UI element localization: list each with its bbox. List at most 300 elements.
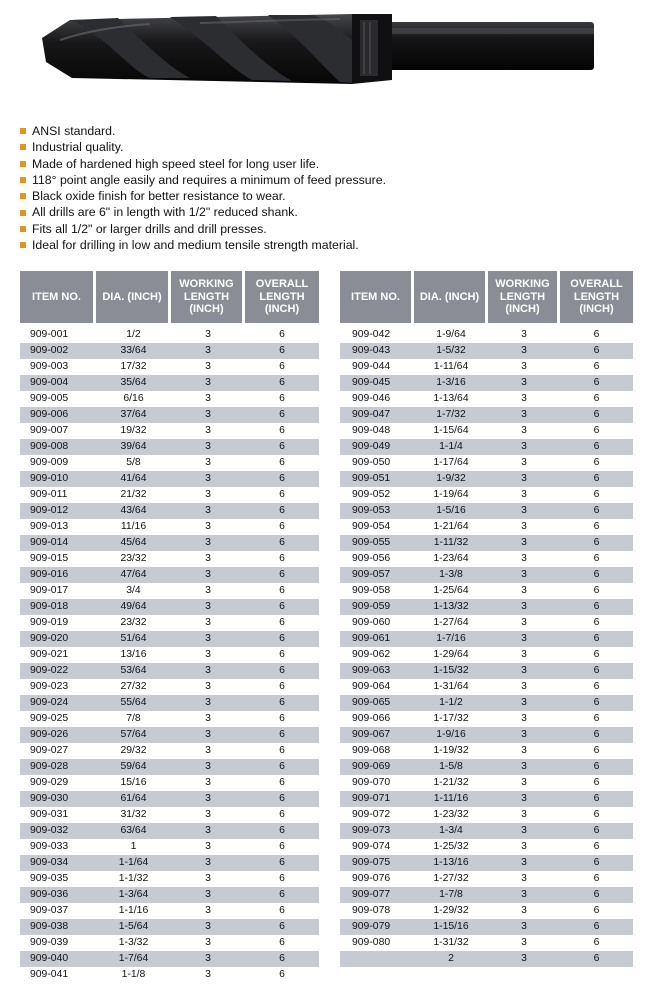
table-body: [20, 327, 319, 983]
table-row: [20, 919, 319, 935]
table-row: [340, 375, 633, 391]
working-length-cell: 3: [171, 391, 245, 407]
feature-text: Industrial quality.: [32, 140, 124, 155]
dia-cell: 1-9/32: [414, 471, 488, 487]
table-row: [340, 455, 633, 471]
working-length-cell: 3: [488, 455, 560, 471]
table-row: [340, 391, 633, 407]
dia-cell: 1-11/32: [414, 535, 488, 551]
overall-length-cell: 6: [245, 439, 319, 455]
table-row: [340, 343, 633, 359]
table-row: [340, 679, 633, 695]
item-no-cell: 909-079: [340, 919, 414, 935]
dia-cell: 6/16: [96, 391, 171, 407]
item-no-cell: 909-041: [20, 967, 96, 983]
overall-length-cell: 6: [560, 583, 633, 599]
working-length-cell: 3: [171, 903, 245, 919]
item-no-cell: 909-076: [340, 871, 414, 887]
item-no-cell: 909-010: [20, 471, 96, 487]
item-no-cell: 909-024: [20, 695, 96, 711]
overall-length-cell: 6: [245, 711, 319, 727]
spec-table-right: [340, 271, 633, 967]
working-length-cell: 3: [171, 775, 245, 791]
item-no-cell: 909-054: [340, 519, 414, 535]
working-length-cell: 3: [488, 519, 560, 535]
dia-cell: 3/4: [96, 583, 171, 599]
item-no-cell: 909-046: [340, 391, 414, 407]
item-no-cell: 909-034: [20, 855, 96, 871]
dia-cell: 1-19/64: [414, 487, 488, 503]
item-no-cell: 909-043: [340, 343, 414, 359]
overall-length-cell: 6: [560, 551, 633, 567]
feature-text: All drills are 6" in length with 1/2" reduced shank.: [32, 205, 298, 220]
table-row: [20, 599, 319, 615]
item-no-cell: 909-012: [20, 503, 96, 519]
dia-cell: 1-11/16: [414, 791, 488, 807]
working-length-cell: 3: [171, 519, 245, 535]
dia-cell: 1-23/32: [414, 807, 488, 823]
dia-cell: 1-31/32: [414, 935, 488, 951]
working-length-cell: 3: [171, 663, 245, 679]
working-length-cell: 3: [488, 695, 560, 711]
table-row: [340, 327, 633, 343]
table-row: [340, 631, 633, 647]
table-row: [340, 919, 633, 935]
item-no-cell: 909-044: [340, 359, 414, 375]
item-no-cell: 909-030: [20, 791, 96, 807]
item-no-cell: 909-001: [20, 327, 96, 343]
dia-cell: 45/64: [96, 535, 171, 551]
dia-cell: 35/64: [96, 375, 171, 391]
item-no-cell: 909-035: [20, 871, 96, 887]
working-length-cell: 3: [488, 359, 560, 375]
working-length-cell: 3: [171, 423, 245, 439]
working-length-cell: 3: [171, 679, 245, 695]
overall-length-cell: 6: [560, 935, 633, 951]
table-row: [20, 583, 319, 599]
table-header-row: [20, 271, 319, 323]
overall-length-cell: 6: [245, 903, 319, 919]
table-row: [340, 727, 633, 743]
item-no-cell: 909-036: [20, 887, 96, 903]
dia-cell: 1-27/32: [414, 871, 488, 887]
dia-cell: 7/8: [96, 711, 171, 727]
dia-cell: 1-15/32: [414, 663, 488, 679]
table-row: [340, 839, 633, 855]
dia-cell: 1-7/16: [414, 631, 488, 647]
dia-cell: 1-1/32: [96, 871, 171, 887]
table-row: [20, 903, 319, 919]
working-length-cell: 3: [171, 631, 245, 647]
feature-item: [20, 123, 640, 139]
dia-cell: 1: [96, 839, 171, 855]
bullet-square-icon: [20, 193, 26, 199]
table-row: [20, 935, 319, 951]
working-length-cell: 3: [488, 791, 560, 807]
overall-length-cell: 6: [245, 695, 319, 711]
item-no-cell: 909-069: [340, 759, 414, 775]
feature-item: [20, 237, 640, 253]
table-row: [20, 375, 319, 391]
overall-length-cell: 6: [245, 359, 319, 375]
working-length-cell: 3: [171, 695, 245, 711]
item-no-cell: 909-027: [20, 743, 96, 759]
dia-cell: 1-1/8: [96, 967, 171, 983]
table-row: [340, 823, 633, 839]
overall-length-cell: 6: [245, 567, 319, 583]
feature-text: Ideal for drilling in low and medium tensile strength material.: [32, 238, 359, 253]
table-row: [340, 615, 633, 631]
dia-cell: 55/64: [96, 695, 171, 711]
working-length-cell: 3: [171, 807, 245, 823]
dia-cell: 21/32: [96, 487, 171, 503]
item-no-cell: 909-062: [340, 647, 414, 663]
item-no-cell: 909-033: [20, 839, 96, 855]
item-no-cell: 909-002: [20, 343, 96, 359]
overall-length-cell: 6: [560, 855, 633, 871]
table-row: [20, 439, 319, 455]
item-no-cell: 909-065: [340, 695, 414, 711]
table-row: [20, 455, 319, 471]
overall-length-cell: 6: [245, 455, 319, 471]
dia-cell: 1-15/64: [414, 423, 488, 439]
overall-length-cell: 6: [560, 375, 633, 391]
item-no-cell: 909-073: [340, 823, 414, 839]
item-no-cell: 909-038: [20, 919, 96, 935]
table-row: [340, 519, 633, 535]
item-no-cell: 909-009: [20, 455, 96, 471]
dia-cell: 1-5/16: [414, 503, 488, 519]
feature-list: [20, 123, 640, 253]
feature-item: [20, 188, 640, 204]
working-length-cell: 3: [171, 359, 245, 375]
table-row: [340, 871, 633, 887]
working-length-cell: 3: [171, 535, 245, 551]
overall-length-cell: 6: [560, 695, 633, 711]
dia-cell: 1-3/64: [96, 887, 171, 903]
working-length-cell: 3: [488, 471, 560, 487]
overall-length-cell: 6: [560, 567, 633, 583]
working-length-cell: 3: [488, 887, 560, 903]
feature-text: ANSI standard.: [32, 124, 116, 138]
table-row: [340, 935, 633, 951]
overall-length-cell: 6: [560, 887, 633, 903]
table-row: [20, 807, 319, 823]
dia-cell: 1-3/32: [96, 935, 171, 951]
overall-length-cell: 6: [245, 407, 319, 423]
dia-cell: 1-3/16: [414, 375, 488, 391]
overall-length-cell: 6: [245, 647, 319, 663]
dia-cell: 39/64: [96, 439, 171, 455]
working-length-cell: 3: [171, 823, 245, 839]
table-row: [20, 471, 319, 487]
overall-length-cell: 6: [560, 903, 633, 919]
item-no-cell: 909-077: [340, 887, 414, 903]
dia-cell: 1-19/32: [414, 743, 488, 759]
working-length-cell: 3: [171, 487, 245, 503]
item-no-cell: 909-056: [340, 551, 414, 567]
dia-cell: 1-7/8: [414, 887, 488, 903]
table-row: [20, 759, 319, 775]
working-length-cell: 3: [171, 839, 245, 855]
table-row: [20, 823, 319, 839]
table-row: [20, 567, 319, 583]
dia-cell: 51/64: [96, 631, 171, 647]
table-row: [340, 487, 633, 503]
dia-cell: 27/32: [96, 679, 171, 695]
feature-item: [20, 221, 640, 237]
feature-text: Made of hardened high speed steel for long user life.: [32, 156, 320, 171]
working-length-cell: 3: [488, 583, 560, 599]
table-header-row: [340, 271, 633, 323]
item-no-cell: 909-045: [340, 375, 414, 391]
table-row: [340, 711, 633, 727]
header-dia: DIA. (INCH): [414, 271, 488, 323]
overall-length-cell: 6: [560, 471, 633, 487]
item-no-cell: 909-068: [340, 743, 414, 759]
table-row: [20, 839, 319, 855]
header-item-no: ITEM NO.: [340, 271, 414, 323]
dia-cell: 23/32: [96, 551, 171, 567]
dia-cell: 1-5/8: [414, 759, 488, 775]
header-working-length: WORKING LENGTH (INCH): [488, 271, 560, 323]
overall-length-cell: 6: [560, 839, 633, 855]
dia-cell: 1-7/32: [414, 407, 488, 423]
overall-length-cell: 6: [560, 407, 633, 423]
dia-cell: 43/64: [96, 503, 171, 519]
table-row: [20, 695, 319, 711]
table-row: [20, 711, 319, 727]
working-length-cell: 3: [171, 647, 245, 663]
item-no-cell: 909-078: [340, 903, 414, 919]
overall-length-cell: 6: [245, 615, 319, 631]
overall-length-cell: 6: [560, 503, 633, 519]
dia-cell: 1-1/16: [96, 903, 171, 919]
item-no-cell: 909-064: [340, 679, 414, 695]
table-row: [20, 391, 319, 407]
dia-cell: 1-1/4: [414, 439, 488, 455]
overall-length-cell: 6: [245, 951, 319, 967]
working-length-cell: 3: [488, 935, 560, 951]
header-overall-length: OVERALL LENGTH (INCH): [245, 271, 319, 323]
bullet-square-icon: [20, 128, 26, 134]
item-no-cell: 909-008: [20, 439, 96, 455]
table-row: [340, 759, 633, 775]
overall-length-cell: 6: [245, 727, 319, 743]
table-row: [20, 359, 319, 375]
overall-length-cell: 6: [245, 775, 319, 791]
dia-cell: 1-13/16: [414, 855, 488, 871]
dia-cell: 63/64: [96, 823, 171, 839]
working-length-cell: 3: [171, 855, 245, 871]
bullet-square-icon: [20, 144, 26, 150]
working-length-cell: 3: [171, 599, 245, 615]
dia-cell: 15/16: [96, 775, 171, 791]
overall-length-cell: 6: [560, 871, 633, 887]
table-row: [20, 775, 319, 791]
working-length-cell: 3: [171, 727, 245, 743]
table-row: [340, 951, 633, 967]
dia-cell: 1/2: [96, 327, 171, 343]
table-row: [20, 407, 319, 423]
feature-item: [20, 139, 640, 155]
overall-length-cell: 6: [560, 727, 633, 743]
working-length-cell: 3: [171, 439, 245, 455]
item-no-cell: 909-052: [340, 487, 414, 503]
feature-text: Fits all 1/2" or larger drills and drill presses.: [32, 221, 267, 236]
overall-length-cell: 6: [560, 599, 633, 615]
item-no-cell: 909-004: [20, 375, 96, 391]
dia-cell: 29/32: [96, 743, 171, 759]
working-length-cell: 3: [488, 599, 560, 615]
working-length-cell: 3: [488, 663, 560, 679]
item-no-cell: 909-031: [20, 807, 96, 823]
table-row: [20, 343, 319, 359]
working-length-cell: 3: [171, 967, 245, 983]
table-row: [20, 519, 319, 535]
table-row: [20, 791, 319, 807]
item-no-cell: 909-037: [20, 903, 96, 919]
dia-cell: 47/64: [96, 567, 171, 583]
overall-length-cell: 6: [245, 679, 319, 695]
table-row: [20, 871, 319, 887]
item-no-cell: 909-040: [20, 951, 96, 967]
working-length-cell: 3: [488, 375, 560, 391]
item-no-cell: 909-061: [340, 631, 414, 647]
working-length-cell: 3: [171, 759, 245, 775]
working-length-cell: 3: [488, 775, 560, 791]
dia-cell: 1-3/4: [414, 823, 488, 839]
overall-length-cell: 6: [245, 791, 319, 807]
overall-length-cell: 6: [245, 807, 319, 823]
bullet-square-icon: [20, 161, 26, 167]
dia-cell: 1-1/64: [96, 855, 171, 871]
item-no-cell: 909-015: [20, 551, 96, 567]
overall-length-cell: 6: [245, 343, 319, 359]
overall-length-cell: 6: [245, 967, 319, 983]
overall-length-cell: 6: [560, 679, 633, 695]
working-length-cell: 3: [171, 343, 245, 359]
table-row: [340, 535, 633, 551]
overall-length-cell: 6: [245, 839, 319, 855]
working-length-cell: 3: [488, 567, 560, 583]
table-row: [20, 887, 319, 903]
overall-length-cell: 6: [245, 871, 319, 887]
overall-length-cell: 6: [560, 631, 633, 647]
table-row: [20, 679, 319, 695]
table-row: [340, 423, 633, 439]
overall-length-cell: 6: [560, 711, 633, 727]
dia-cell: 1-21/32: [414, 775, 488, 791]
table-row: [340, 855, 633, 871]
table-body: [340, 327, 633, 967]
item-no-cell: 909-018: [20, 599, 96, 615]
overall-length-cell: 6: [245, 855, 319, 871]
overall-length-cell: 6: [245, 471, 319, 487]
dia-cell: 1-1/2: [414, 695, 488, 711]
working-length-cell: 3: [488, 343, 560, 359]
overall-length-cell: 6: [560, 327, 633, 343]
feature-text: 118° point angle easily and requires a minimum of feed pressure.: [32, 172, 386, 187]
item-no-cell: 909-071: [340, 791, 414, 807]
overall-length-cell: 6: [245, 487, 319, 503]
item-no-cell: 909-017: [20, 583, 96, 599]
header-item-no: ITEM NO.: [20, 271, 96, 323]
item-no-cell: 909-020: [20, 631, 96, 647]
overall-length-cell: 6: [560, 391, 633, 407]
working-length-cell: 3: [488, 535, 560, 551]
overall-length-cell: 6: [560, 775, 633, 791]
overall-length-cell: 6: [245, 887, 319, 903]
item-no-cell: 909-029: [20, 775, 96, 791]
bullet-square-icon: [20, 242, 26, 248]
working-length-cell: 3: [171, 583, 245, 599]
table-row: [20, 551, 319, 567]
dia-cell: 49/64: [96, 599, 171, 615]
working-length-cell: 3: [171, 551, 245, 567]
overall-length-cell: 6: [560, 663, 633, 679]
table-row: [340, 695, 633, 711]
item-no-cell: 909-006: [20, 407, 96, 423]
item-no-cell: [340, 951, 414, 967]
item-no-cell: 909-007: [20, 423, 96, 439]
working-length-cell: 3: [488, 807, 560, 823]
item-no-cell: 909-070: [340, 775, 414, 791]
overall-length-cell: 6: [560, 423, 633, 439]
overall-length-cell: 6: [245, 391, 319, 407]
overall-length-cell: 6: [245, 743, 319, 759]
dia-cell: 1-25/32: [414, 839, 488, 855]
overall-length-cell: 6: [245, 423, 319, 439]
dia-cell: 1-27/64: [414, 615, 488, 631]
table-row: [340, 359, 633, 375]
table-row: [20, 615, 319, 631]
overall-length-cell: 6: [560, 791, 633, 807]
working-length-cell: 3: [171, 407, 245, 423]
header-overall-length: OVERALL LENGTH (INCH): [560, 271, 633, 323]
working-length-cell: 3: [171, 375, 245, 391]
item-no-cell: 909-019: [20, 615, 96, 631]
working-length-cell: 3: [488, 615, 560, 631]
item-no-cell: 909-050: [340, 455, 414, 471]
item-no-cell: 909-039: [20, 935, 96, 951]
dia-cell: 13/16: [96, 647, 171, 663]
drill-bit-image: [0, 0, 650, 115]
working-length-cell: 3: [171, 503, 245, 519]
dia-cell: 1-31/64: [414, 679, 488, 695]
working-length-cell: 3: [488, 951, 560, 967]
overall-length-cell: 6: [245, 599, 319, 615]
item-no-cell: 909-048: [340, 423, 414, 439]
working-length-cell: 3: [488, 647, 560, 663]
working-length-cell: 3: [488, 551, 560, 567]
table-row: [20, 743, 319, 759]
dia-cell: 1-25/64: [414, 583, 488, 599]
item-no-cell: 909-055: [340, 535, 414, 551]
overall-length-cell: 6: [560, 487, 633, 503]
table-row: [20, 503, 319, 519]
overall-length-cell: 6: [560, 359, 633, 375]
working-length-cell: 3: [171, 711, 245, 727]
dia-cell: 1-7/64: [96, 951, 171, 967]
dia-cell: 59/64: [96, 759, 171, 775]
item-no-cell: 909-003: [20, 359, 96, 375]
dia-cell: 1-23/64: [414, 551, 488, 567]
working-length-cell: 3: [171, 887, 245, 903]
working-length-cell: 3: [488, 423, 560, 439]
item-no-cell: 909-021: [20, 647, 96, 663]
item-no-cell: 909-049: [340, 439, 414, 455]
